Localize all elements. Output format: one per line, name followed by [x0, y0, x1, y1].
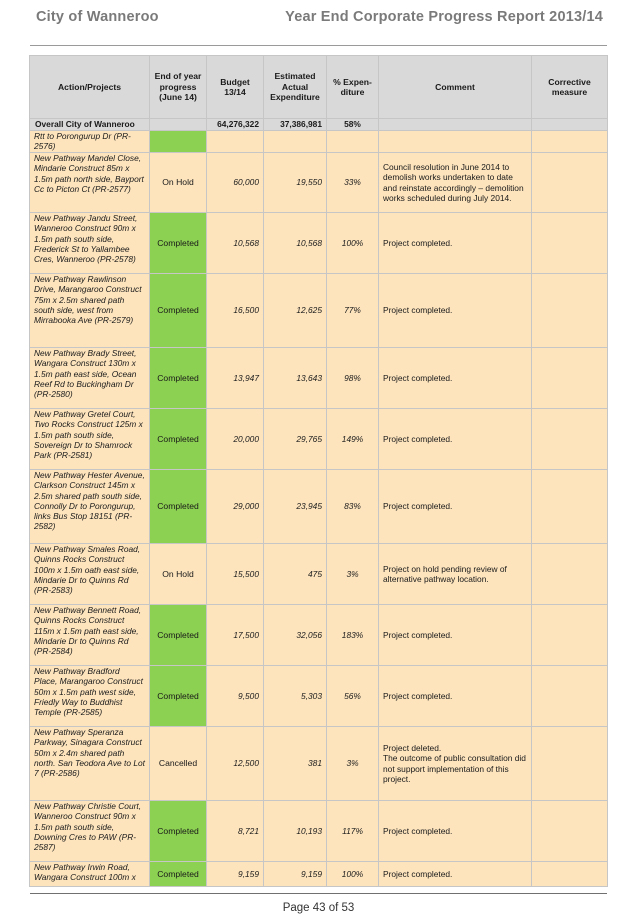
comment-cell: Project completed.	[379, 605, 532, 666]
table-row	[30, 666, 608, 727]
progress-status: Completed	[150, 348, 207, 409]
percent-cell: 56%	[327, 666, 379, 727]
progress-status	[150, 131, 207, 153]
progress-table	[29, 55, 608, 887]
overall-row	[30, 119, 608, 131]
budget-cell: 13,947	[207, 348, 264, 409]
comment-cell: Project completed.	[379, 801, 532, 862]
expenditure-cell: 12,625	[264, 274, 327, 348]
action-cell: New Pathway Rawlinson Drive, Marangaroo Construct 75m x 2.5m shared path south side, west from Mirrabooka Ave (PR-2579)	[30, 274, 150, 348]
table-row	[30, 409, 608, 470]
comment-cell: Project deleted. The outcome of public consultation did not support implementation of this project.	[379, 727, 532, 801]
action-cell: New Pathway Bennett Road, Quinns Rocks Construct 115m x 1.5m path east side, Mindarie Dr to Quinns Rd (PR-2584)	[30, 605, 150, 666]
report-title: Year End Corporate Progress Report 2013/14	[285, 9, 603, 25]
table-row	[30, 470, 608, 544]
expenditure-cell: 5,303	[264, 666, 327, 727]
col-budget: Budget 13/14	[207, 56, 264, 119]
percent-cell: 100%	[327, 213, 379, 274]
percent-cell: 117%	[327, 801, 379, 862]
progress-status: Completed	[150, 862, 207, 887]
budget-cell: 9,500	[207, 666, 264, 727]
expenditure-cell	[264, 131, 327, 153]
footer-divider	[30, 893, 607, 894]
expenditure-cell: 10,568	[264, 213, 327, 274]
budget-cell: 29,000	[207, 470, 264, 544]
page-number: Page 43 of 53	[282, 902, 355, 914]
overall-percent: 58%	[327, 119, 379, 131]
percent-cell	[327, 131, 379, 153]
action-cell: Rtt to Porongurup Dr (PR-2576)	[30, 131, 150, 153]
progress-status: On Hold	[150, 153, 207, 213]
expenditure-cell: 9,159	[264, 862, 327, 887]
corrective-cell	[532, 666, 608, 727]
percent-cell: 77%	[327, 274, 379, 348]
col-expenditure: Estimated Actual Expenditure	[264, 56, 327, 119]
percent-cell: 33%	[327, 153, 379, 213]
action-cell: New Pathway Christie Court, Wanneroo Construct 90m x 1.5m path south side, Downing Cres to PAW (PR-2587)	[30, 801, 150, 862]
budget-cell: 12,500	[207, 727, 264, 801]
table-header-row	[30, 56, 608, 119]
corrective-cell	[532, 862, 608, 887]
percent-cell: 3%	[327, 544, 379, 605]
percent-cell: 83%	[327, 470, 379, 544]
action-cell: New Pathway Brady Street, Wangara Construct 130m x 1.5m path east side, Ocean Reef Rd to Buckingham Dr (PR-2580)	[30, 348, 150, 409]
organisation-name: City of Wanneroo	[36, 9, 159, 25]
progress-status: Completed	[150, 274, 207, 348]
progress-status: Completed	[150, 409, 207, 470]
table-row	[30, 544, 608, 605]
budget-cell: 16,500	[207, 274, 264, 348]
corrective-cell	[532, 470, 608, 544]
budget-cell: 60,000	[207, 153, 264, 213]
table-row	[30, 727, 608, 801]
corrective-cell	[532, 153, 608, 213]
action-cell: New Pathway Bradford Place, Marangaroo Construct 50m x 1.5m path west side, Friedly Way to Buddhist Temple (PR-2585)	[30, 666, 150, 727]
expenditure-cell: 475	[264, 544, 327, 605]
expenditure-cell: 13,643	[264, 348, 327, 409]
action-cell: New Pathway Gretel Court, Two Rocks Construct 125m x 1.5m path south side, Sovereign Dr to Shamrock Park (PR-2581)	[30, 409, 150, 470]
progress-status: Completed	[150, 213, 207, 274]
budget-cell: 10,568	[207, 213, 264, 274]
comment-cell: Project completed.	[379, 862, 532, 887]
corrective-cell	[532, 605, 608, 666]
table-row	[30, 213, 608, 274]
expenditure-cell: 32,056	[264, 605, 327, 666]
corrective-cell	[532, 213, 608, 274]
budget-cell: 8,721	[207, 801, 264, 862]
expenditure-cell: 381	[264, 727, 327, 801]
header-divider	[30, 45, 607, 46]
progress-status: Completed	[150, 470, 207, 544]
expenditure-cell: 29,765	[264, 409, 327, 470]
budget-cell: 20,000	[207, 409, 264, 470]
budget-cell: 17,500	[207, 605, 264, 666]
comment-cell: Council resolution in June 2014 to demolish works undertaken to date and reinstate accordingly – demolition works scheduled during July 2014.	[379, 153, 532, 213]
overall-label: Overall City of Wanneroo	[30, 119, 150, 131]
progress-status: Completed	[150, 605, 207, 666]
comment-cell: Project on hold pending review of alternative pathway location.	[379, 544, 532, 605]
action-cell: New Pathway Hester Avenue, Clarkson Construct 145m x 2.5m shared path south side, Connolly Dr to Porongurup, links Bus Stop 18151 (PR-2582)	[30, 470, 150, 544]
overall-budget: 64,276,322	[207, 119, 264, 131]
corrective-cell	[532, 274, 608, 348]
comment-cell: Project completed.	[379, 348, 532, 409]
comment-cell: Project completed.	[379, 274, 532, 348]
expenditure-cell: 23,945	[264, 470, 327, 544]
progress-status: Cancelled	[150, 727, 207, 801]
action-cell: New Pathway Speranza Parkway, Sinagara Construct 50m x 2.4m shared path north. San Teodora Ave to Lot 7 (PR-2586)	[30, 727, 150, 801]
comment-cell: Project completed.	[379, 470, 532, 544]
table-row	[30, 131, 608, 153]
table-row	[30, 348, 608, 409]
corrective-cell	[532, 801, 608, 862]
expenditure-cell: 10,193	[264, 801, 327, 862]
comment-cell: Project completed.	[379, 409, 532, 470]
percent-cell: 183%	[327, 605, 379, 666]
corrective-cell	[532, 348, 608, 409]
percent-cell: 3%	[327, 727, 379, 801]
col-percent-expenditure: % Expen-diture	[327, 56, 379, 119]
action-cell: New Pathway Mandel Close, Mindarie Construct 85m x 1.5m path north side, Bayport Cc to Picton Ct (PR-2577)	[30, 153, 150, 213]
budget-cell: 15,500	[207, 544, 264, 605]
corrective-cell	[532, 409, 608, 470]
action-cell: New Pathway Jandu Street, Wanneroo Construct 90m x 1.5m path south side, Frederick St to Yallambee Cres, Wanneroo (PR-2578)	[30, 213, 150, 274]
percent-cell: 98%	[327, 348, 379, 409]
progress-status: On Hold	[150, 544, 207, 605]
budget-cell	[207, 131, 264, 153]
comment-cell: Project completed.	[379, 666, 532, 727]
table-row	[30, 801, 608, 862]
table-row	[30, 862, 608, 887]
overall-corrective	[532, 119, 608, 131]
overall-expenditure: 37,386,981	[264, 119, 327, 131]
percent-cell: 149%	[327, 409, 379, 470]
col-action-projects: Action/Projects	[30, 56, 150, 119]
corrective-cell	[532, 727, 608, 801]
table-row	[30, 153, 608, 213]
budget-cell: 9,159	[207, 862, 264, 887]
overall-comment	[379, 119, 532, 131]
expenditure-cell: 19,550	[264, 153, 327, 213]
col-corrective-measure: Corrective measure	[532, 56, 608, 119]
table-row	[30, 605, 608, 666]
action-cell: New Pathway Irwin Road, Wangara Construct 100m x	[30, 862, 150, 887]
comment-cell: Project completed.	[379, 213, 532, 274]
comment-cell	[379, 131, 532, 153]
action-cell: New Pathway Smales Road, Quinns Rocks Construct 100m x 1.5m oath east side, Mindarie Dr to Quinns Rd (PR-2583)	[30, 544, 150, 605]
table-row	[30, 274, 608, 348]
overall-progress	[150, 119, 207, 131]
percent-cell: 100%	[327, 862, 379, 887]
progress-status: Completed	[150, 801, 207, 862]
col-comment: Comment	[379, 56, 532, 119]
col-progress: End of year progress (June 14)	[150, 56, 207, 119]
corrective-cell	[532, 544, 608, 605]
corrective-cell	[532, 131, 608, 153]
progress-status: Completed	[150, 666, 207, 727]
